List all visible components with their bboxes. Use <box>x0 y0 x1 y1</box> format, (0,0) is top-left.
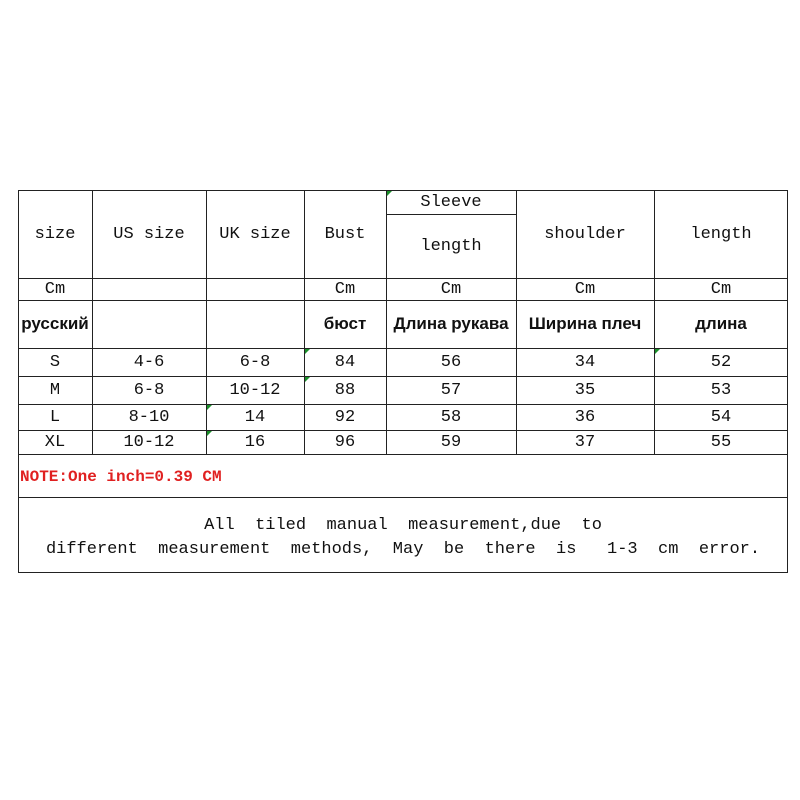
header-size: size <box>34 224 76 244</box>
table-cell: 96 <box>334 432 356 452</box>
header-shoulder: shoulder <box>544 224 626 244</box>
table-cell: 88 <box>334 380 356 400</box>
unit-bust: Cm <box>334 279 356 299</box>
table-cell: XL <box>44 432 66 452</box>
table-cell: 54 <box>710 407 732 427</box>
ru-shoulder: Ширина плеч <box>528 314 642 333</box>
table-cell: 84 <box>334 352 356 372</box>
table-cell: 4-6 <box>133 352 165 372</box>
comment-marker <box>207 431 212 436</box>
header-sleeve-length: length <box>420 236 482 256</box>
ru-bust: бюст <box>323 314 367 333</box>
table-cell: 10-12 <box>229 380 281 400</box>
table-cell: 10-12 <box>123 432 175 452</box>
table-cell: 53 <box>710 380 732 400</box>
rule <box>18 497 788 498</box>
table-cell: 36 <box>574 407 596 427</box>
header-bust: Bust <box>324 224 366 244</box>
table-cell: 16 <box>244 432 266 452</box>
table-cell: M <box>49 380 61 400</box>
table-cell: L <box>49 407 61 427</box>
table-cell: 52 <box>710 352 732 372</box>
comment-marker <box>305 349 310 354</box>
comment-marker <box>655 349 660 354</box>
table-cell: 59 <box>440 432 462 452</box>
comment-marker <box>387 191 392 196</box>
rule <box>18 454 788 455</box>
footer-line-2: different measurement methods, May be there is 1-3 cm error. <box>45 540 761 559</box>
header-sleeve: Sleeve <box>420 192 482 212</box>
table-cell: 35 <box>574 380 596 400</box>
table-cell: 6-8 <box>133 380 165 400</box>
table-cell: 55 <box>710 432 732 452</box>
table-cell: 56 <box>440 352 462 372</box>
footer-line-1: All tiled manual measurement,due to <box>204 516 602 535</box>
table-cell: 8-10 <box>128 407 170 427</box>
table-cell: 34 <box>574 352 596 372</box>
table-cell: S <box>49 352 61 372</box>
ru-size: русский <box>21 314 89 333</box>
size-chart-table <box>18 190 788 573</box>
table-cell: 58 <box>440 407 462 427</box>
unit-sleeve: Cm <box>440 279 462 299</box>
table-cell: 14 <box>244 407 266 427</box>
comment-marker <box>207 405 212 410</box>
table-cell: 92 <box>334 407 356 427</box>
unit-size: Cm <box>44 279 66 299</box>
unit-length: Cm <box>710 279 732 299</box>
ru-length: длина <box>695 314 747 333</box>
table-cell: 37 <box>574 432 596 452</box>
table-cell: 6-8 <box>239 352 271 372</box>
header-length: length <box>690 224 752 244</box>
header-us-size: US size <box>113 224 185 244</box>
header-uk-size: UK size <box>219 224 291 244</box>
ru-sleeve: Длина рукава <box>393 314 509 333</box>
rule <box>18 572 788 573</box>
note-text: NOTE:One inch=0.39 CM <box>20 468 222 486</box>
table-cell: 57 <box>440 380 462 400</box>
unit-shoulder: Cm <box>574 279 596 299</box>
comment-marker <box>305 377 310 382</box>
